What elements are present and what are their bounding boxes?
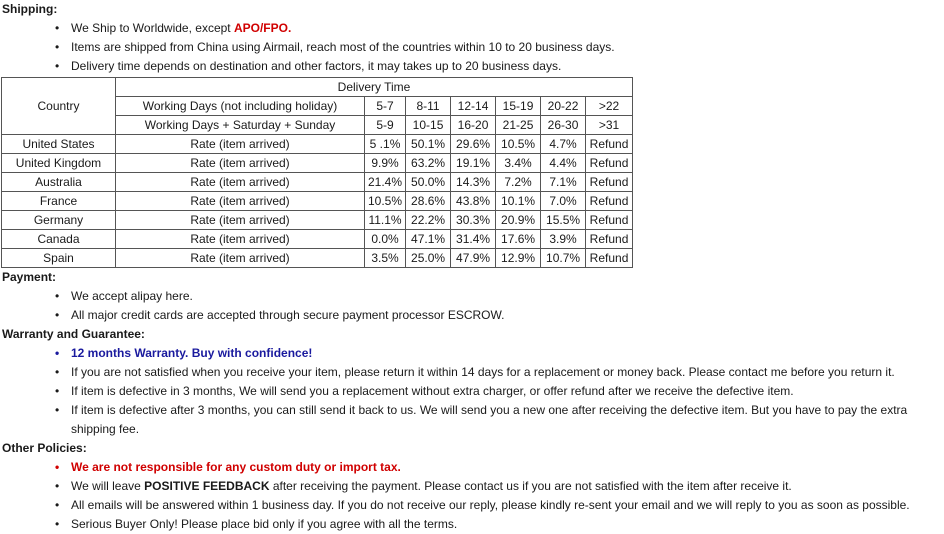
table-row: [2, 154, 633, 173]
rate-cell: 29.6%: [451, 135, 496, 154]
shipping-item-text: We Ship to Worldwide, except: [71, 21, 234, 35]
rate-cell: Refund: [586, 249, 633, 268]
country-cell: United Kingdom: [2, 154, 116, 173]
rate-cell: 7.0%: [541, 192, 586, 211]
table-row: [2, 173, 633, 192]
country-cell: Germany: [2, 211, 116, 230]
day-range: 26-30: [541, 116, 586, 135]
day-range: 10-15: [406, 116, 451, 135]
table-row: [2, 192, 633, 211]
rate-cell: 10.7%: [541, 249, 586, 268]
rate-cell: Refund: [586, 211, 633, 230]
rate-cell: 28.6%: [406, 192, 451, 211]
rate-cell: 7.1%: [541, 173, 586, 192]
rate-cell: 47.1%: [406, 230, 451, 249]
warranty-title: Warranty and Guarantee:: [2, 327, 145, 341]
list-item: • If you are not satisfied when you receive your item, please return it within 14 days for a replacement or money back. Please contact me before you return it.: [0, 363, 944, 382]
list-item: • We are not responsible for any custom duty or import tax.: [0, 458, 944, 477]
policies-list: [0, 458, 944, 534]
list-item: [0, 477, 944, 496]
country-cell: Spain: [2, 249, 116, 268]
rate-cell: 50.0%: [406, 173, 451, 192]
rate-cell: 17.6%: [496, 230, 541, 249]
table-row: [2, 230, 633, 249]
rate-cell: 63.2%: [406, 154, 451, 173]
rate-cell: 3.9%: [541, 230, 586, 249]
rate-cell: Refund: [586, 154, 633, 173]
rate-cell: 47.9%: [451, 249, 496, 268]
rate-cell: 5 .1%: [365, 135, 406, 154]
rate-cell: 21.4%: [365, 173, 406, 192]
country-cell: Canada: [2, 230, 116, 249]
country-cell: United States: [2, 135, 116, 154]
list-item: [0, 19, 944, 38]
rate-cell: 10.5%: [496, 135, 541, 154]
rate-cell: 25.0%: [406, 249, 451, 268]
day-range: 16-20: [451, 116, 496, 135]
delivery-time-header: Delivery Time: [116, 78, 633, 97]
day-range: >22: [586, 97, 633, 116]
rate-cell: 4.7%: [541, 135, 586, 154]
rate-cell: 7.2%: [496, 173, 541, 192]
list-item: • Serious Buyer Only! Please place bid only if you agree with all the terms.: [0, 515, 944, 534]
table-row: [2, 211, 633, 230]
rate-label: Rate (item arrived): [116, 173, 365, 192]
rate-cell: 3.4%: [496, 154, 541, 173]
rate-cell: Refund: [586, 173, 633, 192]
rate-cell: 10.1%: [496, 192, 541, 211]
rate-cell: 0.0%: [365, 230, 406, 249]
day-range: 20-22: [541, 97, 586, 116]
list-item: • All emails will be answered within 1 business day. If you do not receive our reply, please kindly re-sent your email and we will reply to you as soon as possible.: [0, 496, 944, 515]
rate-cell: 12.9%: [496, 249, 541, 268]
rate-label: Rate (item arrived): [116, 192, 365, 211]
shipping-exception: APO/FPO.: [233, 21, 292, 35]
feedback-prefix: We will leave: [71, 479, 145, 493]
rate-cell: Refund: [586, 135, 633, 154]
rate-cell: 9.9%: [365, 154, 406, 173]
policies-title: Other Policies:: [2, 441, 87, 455]
shipping-title: Shipping:: [2, 2, 58, 16]
shipping-list: [0, 19, 944, 76]
day-range: 12-14: [451, 97, 496, 116]
list-item: • 12 months Warranty. Buy with confidence!: [0, 344, 944, 363]
country-cell: Australia: [2, 173, 116, 192]
rate-cell: 4.4%: [541, 154, 586, 173]
rate-cell: 22.2%: [406, 211, 451, 230]
country-cell: France: [2, 192, 116, 211]
table-row: [2, 249, 633, 268]
rate-label: Rate (item arrived): [116, 211, 365, 230]
rate-cell: 50.1%: [406, 135, 451, 154]
rate-cell: 31.4%: [451, 230, 496, 249]
rate-cell: 3.5%: [365, 249, 406, 268]
warranty-list: [0, 344, 944, 439]
rate-cell: Refund: [586, 230, 633, 249]
day-range: >31: [586, 116, 633, 135]
delivery-table: [1, 77, 633, 268]
positive-feedback: POSITIVE FEEDBACK: [144, 479, 270, 493]
rate-label: Rate (item arrived): [116, 230, 365, 249]
list-item: • Items are shipped from China using Airmail, reach most of the countries within 10 to 20 business days.: [0, 38, 944, 57]
day-range: 21-25: [496, 116, 541, 135]
rate-cell: 19.1%: [451, 154, 496, 173]
rate-cell: 15.5%: [541, 211, 586, 230]
rate-label: Rate (item arrived): [116, 154, 365, 173]
rate-label: Rate (item arrived): [116, 135, 365, 154]
rate-label: Rate (item arrived): [116, 249, 365, 268]
list-item: • If item is defective after 3 months, you can still send it back to us. We will send you a new one after receiving the defective item. But you have to pay the extra shipping fee.: [0, 401, 944, 439]
table-row: [2, 135, 633, 154]
rate-cell: 30.3%: [451, 211, 496, 230]
day-range: 8-11: [406, 97, 451, 116]
list-item: • All major credit cards are accepted through secure payment processor ESCROW.: [0, 306, 944, 325]
feedback-suffix: after receiving the payment. Please contact us if you are not satisfied with the item after receive it.: [269, 479, 792, 493]
payment-list: [0, 287, 944, 325]
rate-cell: 43.8%: [451, 192, 496, 211]
payment-title: Payment:: [2, 270, 57, 284]
rate-cell: 20.9%: [496, 211, 541, 230]
rate-cell: 11.1%: [365, 211, 406, 230]
country-header: Country: [2, 78, 116, 135]
rate-cell: 10.5%: [365, 192, 406, 211]
day-range: 5-7: [365, 97, 406, 116]
calendar-days-label: Working Days + Saturday + Sunday: [116, 116, 365, 135]
day-range: 15-19: [496, 97, 541, 116]
rate-cell: Refund: [586, 192, 633, 211]
list-item: • Delivery time depends on destination and other factors, it may takes up to 20 business days.: [0, 57, 944, 76]
rate-cell: 14.3%: [451, 173, 496, 192]
day-range: 5-9: [365, 116, 406, 135]
list-item: • We accept alipay here.: [0, 287, 944, 306]
list-item: • If item is defective in 3 months, We will send you a replacement without extra charger, or offer refund after we receive the defective item.: [0, 382, 944, 401]
working-days-label: Working Days (not including holiday): [116, 97, 365, 116]
